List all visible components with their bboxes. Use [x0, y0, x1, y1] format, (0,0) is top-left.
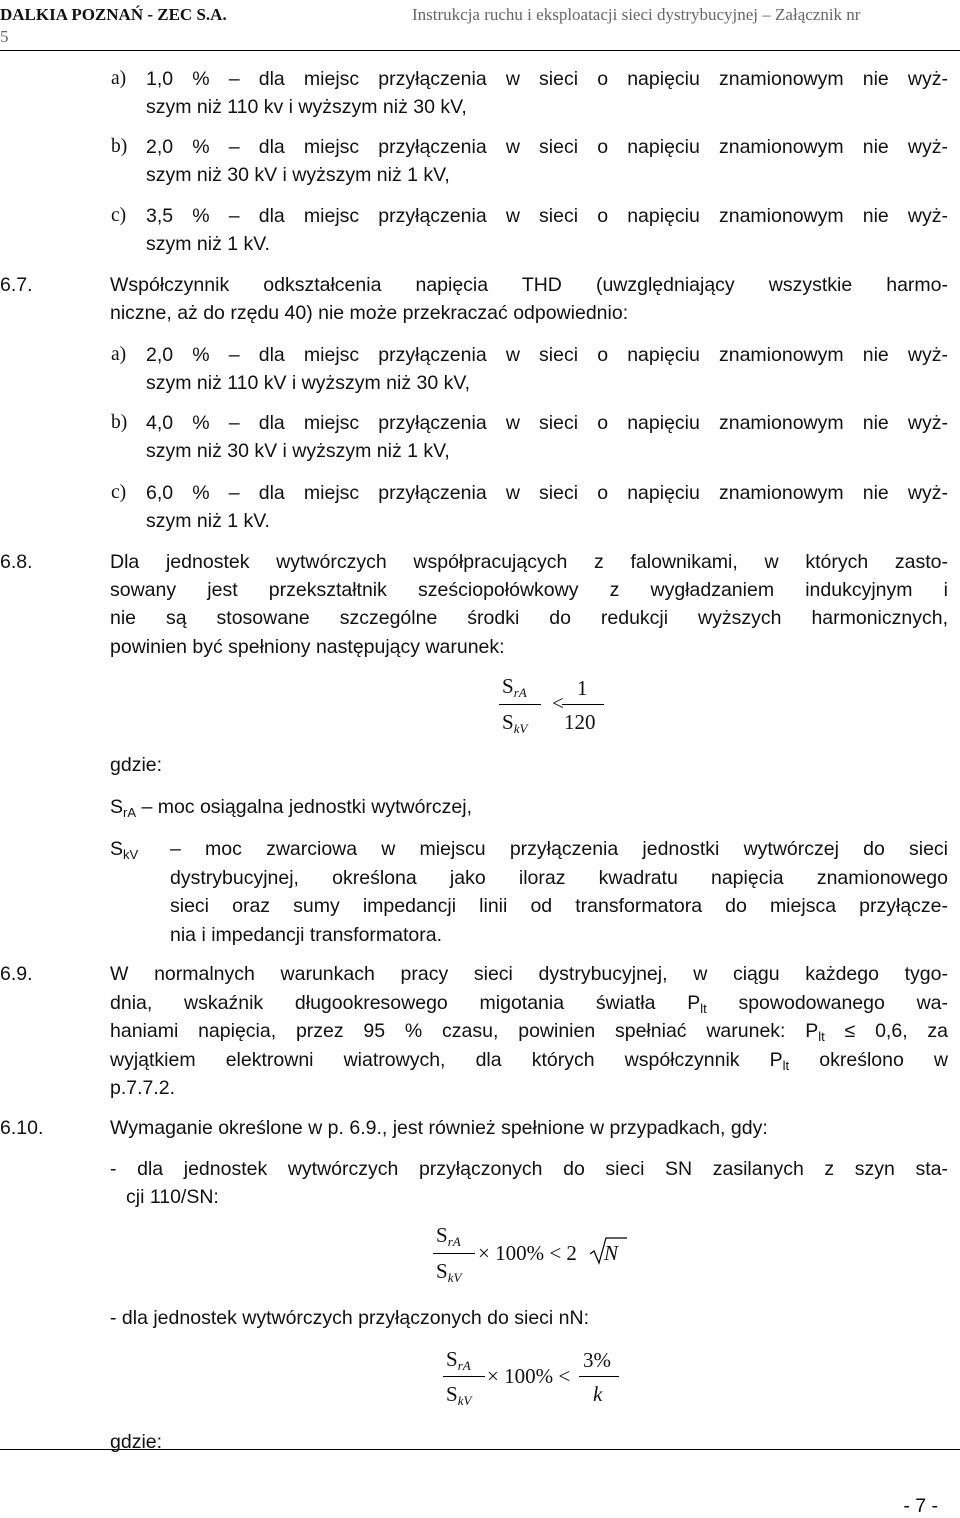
- fraction-bar: [579, 1376, 619, 1377]
- list-item-line: 4,0 % – dla miejsc przyłączenia w sieci o napięciu znamionowym nie wyż-: [146, 412, 948, 434]
- fraction-bar: [562, 704, 604, 705]
- list-item-line: 1,0 % – dla miejsc przyłączenia w sieci o napięciu znamionowym nie wyż-: [146, 68, 948, 90]
- paragraph-line: sowany jest przekształtnik sześciopołówkowy z wygładzaniem indukcyjnym i: [110, 579, 948, 601]
- paragraph-line: Współczynnik odkształcenia napięcia THD (uwzględniający wszystkie harmo-: [110, 274, 948, 296]
- list-item-line: szym niż 1 kV.: [146, 510, 270, 532]
- definition-line: sieci oraz sumy impedancji linii od transformatora do miejsca przyłącze-: [170, 895, 948, 917]
- list-item-line: szym niż 1 kV.: [146, 233, 270, 255]
- list-item-line: - dla jednostek wytwórczych przyłączonych do sieci nN:: [110, 1307, 590, 1329]
- formula-right-numerator: 1: [577, 676, 588, 700]
- fraction-bar: [433, 1253, 475, 1254]
- list-item-line: - dla jednostek wytwórczych przyłączonych do sieci SN zasilanych z szyn sta-: [110, 1158, 948, 1180]
- formula-denominator: $S_{kV}$: [436, 1259, 462, 1285]
- paragraph-line: W normalnych warunkach pracy sieci dystrybucyjnej, w ciągu każdego tygo-: [110, 963, 948, 985]
- list-item-line: szym niż 110 kV i wyższym niż 30 kV,: [146, 372, 471, 394]
- formula-right-denominator: 120: [564, 710, 596, 734]
- header-company: DALKIA POZNAŃ - ZEC S.A.: [0, 5, 227, 24]
- header-annex-number: 5: [0, 27, 9, 46]
- where-label: gdzie:: [110, 1431, 163, 1453]
- list-item-line: szym niż 30 kV i wyższym niż 1 kV,: [146, 440, 450, 462]
- list-marker: c): [111, 205, 127, 226]
- list-marker: c): [111, 482, 127, 503]
- list-item-line: 2,0 % – dla miejsc przyłączenia w sieci o napięciu znamionowym nie wyż-: [146, 344, 948, 366]
- paragraph-line: Wymaganie określone w p. 6.9., jest również spełnione w przypadkach, gdy:: [110, 1117, 768, 1139]
- paragraph-line: niczne, aż do rzędu 40) nie może przekraczać odpowiednio:: [110, 302, 629, 324]
- definition-line: nia i impedancji transformatora.: [170, 924, 443, 946]
- list-item-line: szym niż 110 kv i wyższym niż 30 kV,: [146, 96, 467, 118]
- formula-right-denominator: k: [593, 1382, 603, 1406]
- formula-expression: × 100% < 2: [478, 1241, 577, 1265]
- definition-symbol: $S_{kV}$: [110, 838, 139, 862]
- paragraph-line: p.7.7.2.: [110, 1077, 176, 1099]
- list-item-line: 2,0 % – dla miejsc przyłączenia w sieci o napięciu znamionowym nie wyż-: [146, 136, 948, 158]
- section-number: 6.10.: [0, 1117, 44, 1139]
- formula-expression: × 100% <: [487, 1364, 571, 1388]
- header-document-title: Instrukcja ruchu i eksploatacji sieci dystrybucyjnej – Załącznik nr: [412, 5, 861, 24]
- list-marker: b): [111, 412, 128, 433]
- list-item-line: 6,0 % – dla miejsc przyłączenia w sieci o napięciu znamionowym nie wyż-: [146, 482, 948, 504]
- section-number: 6.7.: [0, 274, 33, 296]
- list-item-line: cji 110/SN:: [126, 1186, 219, 1208]
- paragraph-line: dnia, wskaźnik długookresowego migotania światła $P_{lt}$ spowodowanego wa-: [110, 992, 949, 1016]
- paragraph-line: haniami napięcia, przez 95 % czasu, powinien spełniać warunek: $P_{lt} \le 0,6$, za: [110, 1020, 949, 1044]
- definition-line: dystrybucyjnej, określona jako iloraz kwadratu napięcia znamionowego: [170, 867, 948, 889]
- formula-operator: <: [552, 691, 564, 715]
- footer-divider: [0, 1449, 960, 1450]
- section-number: 6.9.: [0, 963, 33, 985]
- page-number: - 7 -: [903, 1495, 938, 1517]
- paragraph-line: wyjątkiem elektrowni wiatrowych, dla których współczynnik $P_{lt}$ określono w: [110, 1049, 949, 1073]
- definition-line: – moc zwarciowa w miejscu przyłączenia jednostki wytwórczej do sieci: [170, 838, 948, 860]
- page-header: [0, 0, 960, 51]
- paragraph-line: powinien być spełniony następujący warunek:: [110, 636, 505, 658]
- where-label: gdzie:: [110, 754, 163, 776]
- fraction-bar: [499, 704, 541, 705]
- definition-item: $S_{rA}$ – moc osiągalna jednostki wytwórczej,: [110, 796, 473, 820]
- formula-radicand: N: [604, 1241, 619, 1265]
- fraction-bar: [443, 1376, 485, 1377]
- formula-denominator: $S_{kV}$: [502, 710, 528, 736]
- paragraph-line: nie są stosowane szczególne środki do redukcji wyższych harmonicznych,: [110, 607, 948, 629]
- formula-numerator: $S_{rA}$: [436, 1223, 461, 1249]
- formula-numerator: $S_{rA}$: [446, 1347, 471, 1373]
- formula-numerator: $S_{rA}$: [502, 674, 527, 700]
- formula-right-numerator: 3%: [583, 1348, 611, 1372]
- list-marker: a): [111, 344, 127, 365]
- list-item-line: szym niż 30 kV i wyższym niż 1 kV,: [146, 164, 450, 186]
- paragraph-line: Dla jednostek wytwórczych współpracujących z falownikami, w których zasto-: [110, 551, 948, 573]
- list-marker: b): [111, 136, 128, 157]
- list-item-line: 3,5 % – dla miejsc przyłączenia w sieci o napięciu znamionowym nie wyż-: [146, 205, 948, 227]
- section-number: 6.8.: [0, 551, 33, 573]
- formula-denominator: $S_{kV}$: [446, 1382, 472, 1408]
- list-marker: a): [111, 68, 127, 89]
